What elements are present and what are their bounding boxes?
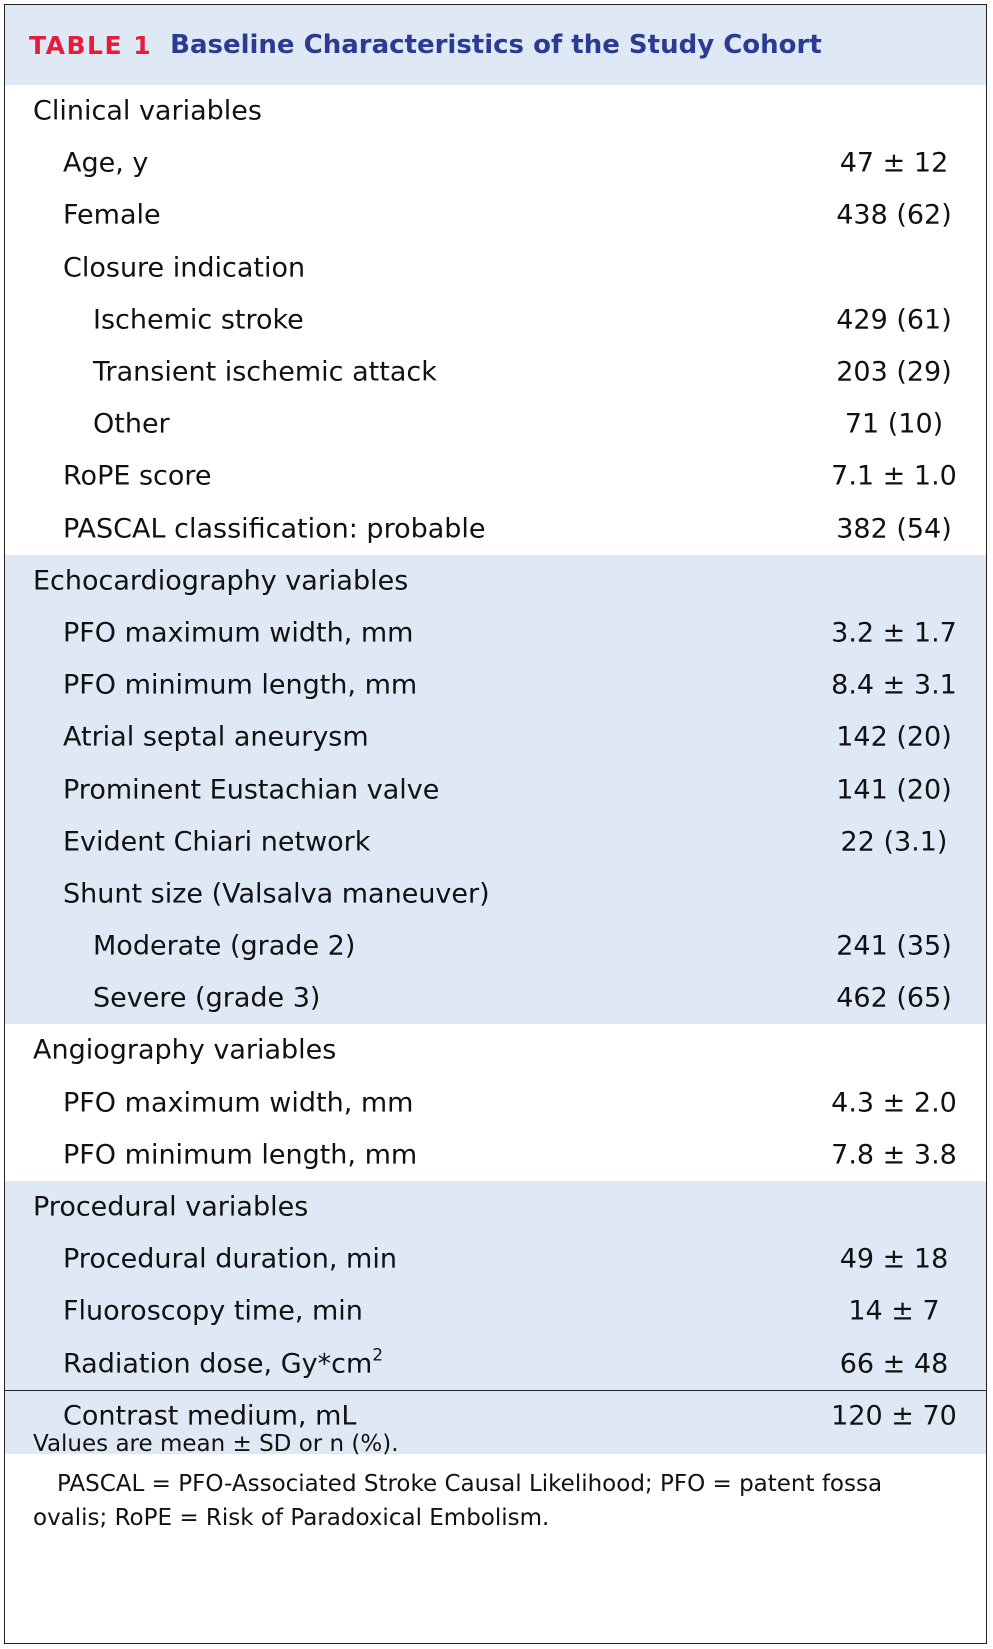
row-value: 142 (20) <box>836 721 952 753</box>
row-label: Atrial septal aneurysm <box>63 721 369 753</box>
table-row <box>5 450 986 502</box>
table-row <box>5 1285 986 1337</box>
table-row <box>5 659 986 711</box>
section-heading: Clinical variables <box>33 95 262 127</box>
row-label: Procedural duration, min <box>63 1243 397 1275</box>
row-label: PFO minimum length, mm <box>63 669 418 701</box>
table-header <box>5 5 986 85</box>
table-row <box>5 711 986 763</box>
row-label: Transient ischemic attack <box>93 356 437 388</box>
row-label: Ischemic stroke <box>93 304 304 336</box>
table-row <box>5 398 986 450</box>
row-value: 382 (54) <box>836 513 952 545</box>
row-label: Shunt size (Valsalva maneuver) <box>63 878 490 910</box>
table-body <box>5 85 986 1454</box>
table-row <box>5 1077 986 1129</box>
section-heading: Angiography variables <box>33 1034 337 1066</box>
row-value: 141 (20) <box>836 774 952 806</box>
row-value: 7.1 ± 1.0 <box>831 460 957 492</box>
row-value: 241 (35) <box>836 930 952 962</box>
table-row <box>5 1129 986 1181</box>
table-row <box>5 1233 986 1285</box>
row-value: 8.4 ± 3.1 <box>831 669 957 701</box>
row-label: Fluoroscopy time, min <box>63 1295 363 1327</box>
row-label: Evident Chiari network <box>63 826 371 858</box>
table-row <box>5 607 986 659</box>
footnote-abbreviations-text: PASCAL = PFO-Associated Stroke Causal Likelihood; PFO = patent fossa ovalis; RoPE = Risk of Paradoxical Embolism. <box>33 1471 883 1531</box>
row-value: 71 (10) <box>844 408 944 440</box>
footnote-values: Values are mean ± SD or n (%). <box>33 1431 399 1457</box>
row-value: 4.3 ± 2.0 <box>831 1087 957 1119</box>
table-frame <box>4 4 987 1644</box>
row-value: 3.2 ± 1.7 <box>831 617 957 649</box>
row-value: 47 ± 12 <box>839 147 949 179</box>
row-value: 438 (62) <box>836 199 952 231</box>
row-label: PASCAL classification: probable <box>63 513 486 545</box>
row-label <box>63 1345 384 1380</box>
row-label: Moderate (grade 2) <box>93 930 356 962</box>
table-row <box>5 920 986 972</box>
table-row <box>5 242 986 294</box>
row-label: RoPE score <box>63 460 212 492</box>
table-row <box>5 763 986 815</box>
table-row <box>5 346 986 398</box>
row-label: Contrast medium, mL <box>63 1400 357 1432</box>
footer-divider <box>5 1390 986 1391</box>
row-label: Female <box>63 199 161 231</box>
row-value: 22 (3.1) <box>840 826 948 858</box>
section-heading: Echocardiography variables <box>33 565 409 597</box>
section-echocardiography <box>5 555 986 1025</box>
row-label: Severe (grade 3) <box>93 982 321 1014</box>
table-row <box>5 816 986 868</box>
section-heading-row <box>5 1181 986 1233</box>
section-heading-row <box>5 555 986 607</box>
row-label: Age, y <box>63 147 149 179</box>
row-label: Closure indication <box>63 252 306 284</box>
table-row <box>5 503 986 555</box>
footnote-abbreviations <box>33 1467 933 1535</box>
table-row <box>5 294 986 346</box>
row-label: Other <box>93 408 170 440</box>
section-procedural <box>5 1181 986 1454</box>
table-row <box>5 972 986 1024</box>
section-heading-row <box>5 85 986 137</box>
row-value: 14 ± 7 <box>848 1295 940 1327</box>
row-value: 66 ± 48 <box>839 1348 949 1380</box>
table-row <box>5 1338 986 1390</box>
row-value: 429 (61) <box>836 304 952 336</box>
section-angiography <box>5 1024 986 1181</box>
table-title: Baseline Characteristics of the Study Cohort <box>170 30 822 60</box>
row-label: PFO maximum width, mm <box>63 1087 414 1119</box>
row-label: Prominent Eustachian valve <box>63 774 440 806</box>
row-value: 462 (65) <box>836 982 952 1014</box>
table-number: TABLE 1 <box>29 30 153 60</box>
row-value: 120 ± 70 <box>831 1400 957 1432</box>
section-heading-row <box>5 1024 986 1076</box>
table-row <box>5 868 986 920</box>
row-value: 49 ± 18 <box>839 1243 949 1275</box>
row-value: 203 (29) <box>836 356 952 388</box>
row-label-text: Radiation dose, Gy*cm <box>63 1348 373 1380</box>
section-heading: Procedural variables <box>33 1191 309 1223</box>
superscript: 2 <box>372 1345 384 1366</box>
row-label: PFO minimum length, mm <box>63 1139 418 1171</box>
section-clinical <box>5 85 986 555</box>
table-row <box>5 137 986 189</box>
row-value: 7.8 ± 3.8 <box>831 1139 957 1171</box>
table-row <box>5 189 986 241</box>
row-label: PFO maximum width, mm <box>63 617 414 649</box>
